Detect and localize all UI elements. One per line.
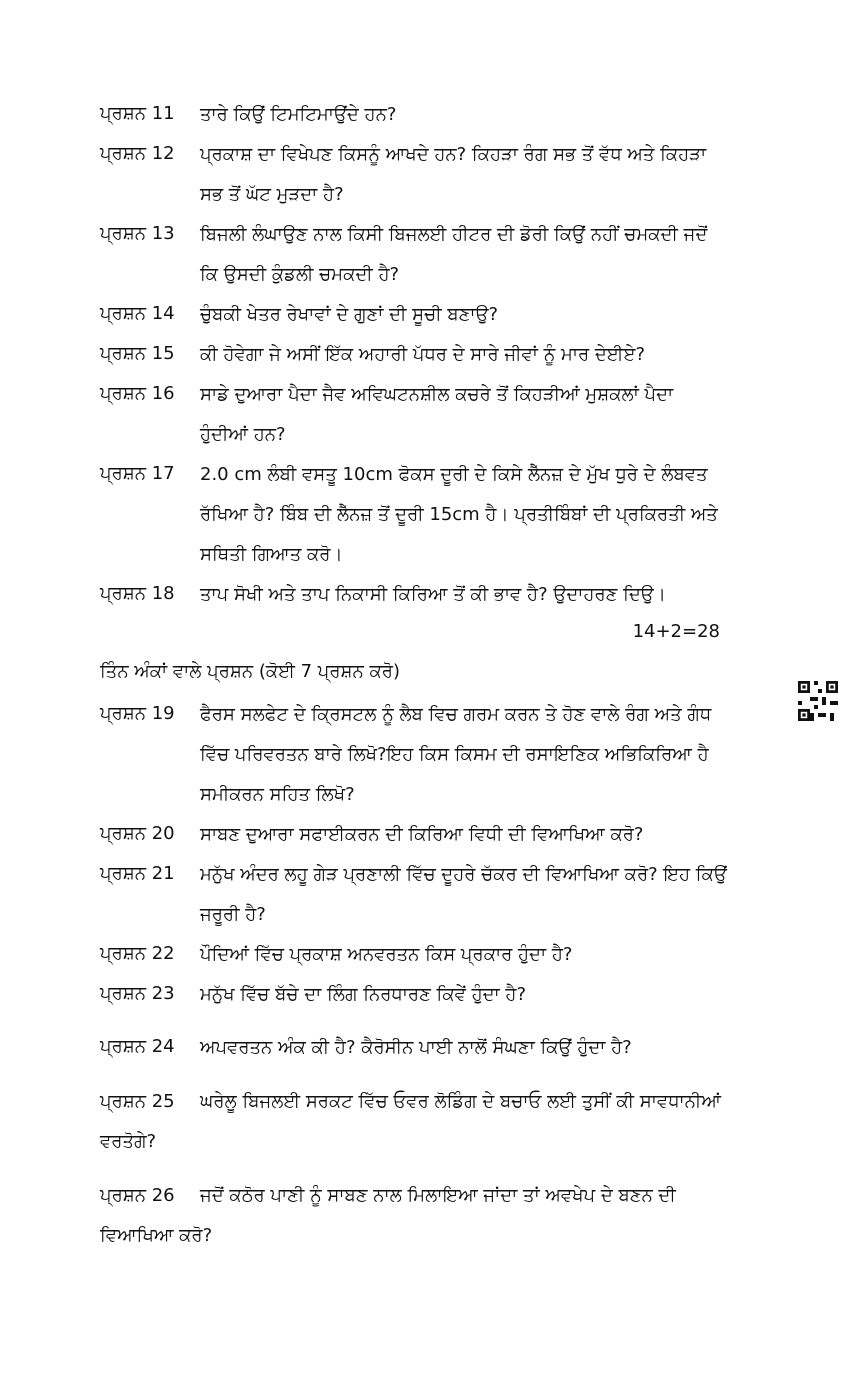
question-text-line: ਕਿ ਉਸਦੀ ਕੁੰਡਲੀ ਚਮਕਦੀ ਹੈ? (200, 264, 400, 285)
question-text-line: ਵਿੱਚ ਪਰਿਵਰਤਨ ਬਾਰੇ ਲਿਖੋ?ਇਹ ਕਿਸ ਕਿਸਮ ਦੀ ਰਸਾਇਣਿਕ ਅਭਿਕਿਰਿਆ ਹੈ (200, 744, 709, 765)
question-number: ਪ੍ਰਸ਼ਨ 15 (100, 343, 175, 364)
question-number: ਪ੍ਰਸ਼ਨ 14 (100, 303, 175, 324)
question-number: ਪ੍ਰਸ਼ਨ 19 (100, 703, 175, 724)
question-number: ਪ੍ਰਸ਼ਨ 25 (100, 1091, 175, 1112)
question-text-line: ਅਪਵਰਤਨ ਅੰਕ ਕੀ ਹੈ? ਕੈਰੋਸੀਨ ਪਾਈ ਨਾਲੋਂ ਸੰਘਣਾ ਕਿਉਂ ਹੁੰਦਾ ਹੈ? (200, 1037, 632, 1058)
question-text-line: ਸਥਿਤੀ ਗਿਆਤ ਕਰੋ। (200, 544, 343, 565)
question-text: ਘਰੇਲੂ ਬਿਜਲਈ ਸਰਕਟ ਵਿੱਚ ਓਵਰ ਲੋਡਿੰਗ ਦੇ ਬਚਾਓ ਲਈ ਤੁਸੀਂ ਕੀ ਸਾਵਧਾਨੀਆਂ ਵਰਤੋਗੇ? (100, 1091, 721, 1152)
question-text-line: ਬਿਜਲੀ ਲੰਘਾਉਣ ਨਾਲ ਕਿਸੀ ਬਿਜਲਈ ਹੀਟਰ ਦੀ ਡੋਰੀ ਕਿਉਂ ਨਹੀਂ ਚਮਕਦੀ ਜਦੋਂ (200, 224, 708, 245)
question-number: ਪ੍ਰਸ਼ਨ 24 (100, 1036, 175, 1057)
question-22 (100, 935, 752, 975)
question-text-line: ਜਰੂਰੀ ਹੈ? (200, 904, 266, 925)
question-number: ਪ੍ਰਸ਼ਨ 22 (100, 943, 175, 964)
question-number: ਪ੍ਰਸ਼ਨ 23 (100, 983, 175, 1004)
question-text: ਜਦੋਂ ਕਠੋਰ ਪਾਣੀ ਨੂੰ ਸਾਬਣ ਨਾਲ ਮਿਲਾਇਆ ਜਾਂਦਾ ਤਾਂ ਅਵਖੇਪ ਦੇ ਬਣਨ ਦੀ ਵਿਆਖਿਆ ਕਰੋ? (100, 1185, 676, 1246)
question-text-line: ਪੌਦਿਆਂ ਵਿੱਚ ਪ੍ਰਕਾਸ਼ ਅਨਵਰਤਨ ਕਿਸ ਪ੍ਰਕਾਰ ਹੁੰਦਾ ਹੈ? (200, 944, 573, 965)
question-text-line: ਰੱਖਿਆ ਹੈ? ਬਿੰਬ ਦੀ ਲੈੱਨਜ਼ ਤੋਂ ਦੂਰੀ 15cm ਹੈ। ਪ੍ਰਤੀਬਿੰਬਾਂ ਦੀ ਪ੍ਰਕਿਰਤੀ ਅਤੇ (200, 504, 718, 525)
question-text-line: ਸਮੀਕਰਨ ਸਹਿਤ ਲਿਖੋ? (200, 784, 355, 805)
question-text-line: ਹੁੰਦੀਆਂ ਹਨ? (200, 424, 286, 445)
question-text-line: ਸਾਬਣ ਦੁਆਰਾ ਸਫਾਈਕਰਨ ਦੀ ਕਿਰਿਆ ਵਿਧੀ ਦੀ ਵਿਆਖਿਆ ਕਰੋ? (200, 824, 644, 845)
question-25 (100, 1082, 752, 1162)
question-19 (100, 695, 752, 815)
question-text-line: ਕੀ ਹੋਵੇਗਾ ਜੇ ਅਸੀਂ ਇੱਕ ਅਹਾਰੀ ਪੱਧਰ ਦੇ ਸਾਰੇ ਜੀਵਾਂ ਨੂੰ ਮਾਰ ਦੇਈਏ? (200, 344, 646, 365)
question-21 (100, 855, 752, 935)
question-number: ਪ੍ਰਸ਼ਨ 13 (100, 223, 175, 244)
question-text-line: 2.0 cm ਲੰਬੀ ਵਸਤੂ 10cm ਫੋਕਸ ਦੂਰੀ ਦੇ ਕਿਸੇ ਲੈੱਨਜ਼ ਦੇ ਮੁੱਖ ਧੁਰੇ ਦੇ ਲੰਬਵਤ (200, 464, 708, 485)
question-17 (100, 455, 752, 575)
question-20 (100, 815, 752, 855)
question-24 (100, 1028, 752, 1068)
question-text-line: ਸਾਡੇ ਦੁਆਰਾ ਪੈਦਾ ਜੈਵ ਅਵਿਘਟਨਸ਼ੀਲ ਕਚਰੇ ਤੋਂ ਕਿਹੜੀਆਂ ਮੁਸ਼ਕਲਾਂ ਪੈਦਾ (200, 384, 674, 405)
question-number: ਪ੍ਰਸ਼ਨ 20 (100, 823, 175, 844)
question-text-line: ਫੈਰਸ ਸਲਫੇਟ ਦੇ ਕ੍ਰਿਸਟਲ ਨੂੰ ਲੈਬ ਵਿਚ ਗਰਮ ਕਰਨ ਤੇ ਹੋਣ ਵਾਲੇ ਰੰਗ ਅਤੇ ਗੰਧ (200, 704, 712, 725)
question-text-line: ਚੁੰਬਕੀ ਖੇਤਰ ਰੇਖਾਵਾਂ ਦੇ ਗੁਣਾਂ ਦੀ ਸੂਚੀ ਬਣਾਉ? (200, 304, 499, 325)
question-text-line: ਸਭ ਤੋਂ ਘੱਟ ਮੁੜਦਾ ਹੈ? (200, 184, 344, 205)
question-11 (100, 95, 752, 135)
question-number: ਪ੍ਰਸ਼ਨ 11 (100, 103, 175, 124)
question-text-line: ਤਾਰੇ ਕਿਉਂ ਟਿਮਟਿਮਾਉਂਦੇ ਹਨ? (200, 104, 397, 125)
question-number: ਪ੍ਰਸ਼ਨ 18 (100, 583, 175, 604)
question-text-line: ਮਨੁੱਖ ਅੰਦਰ ਲਹੂ ਗੇੜ ਪ੍ਰਣਾਲੀ ਵਿੱਚ ਦੂਹਰੇ ਚੱਕਰ ਦੀ ਵਿਆਖਿਆ ਕਰੋ? ਇਹ ਕਿਉਂ (200, 864, 727, 885)
question-15 (100, 335, 752, 375)
question-number: ਪ੍ਰਸ਼ਨ 21 (100, 863, 175, 884)
question-26 (100, 1176, 752, 1256)
question-12 (100, 135, 752, 215)
question-14 (100, 295, 752, 335)
question-18 (100, 575, 752, 615)
question-text-line: ਪ੍ਰਕਾਸ਼ ਦਾ ਵਿਖੇਪਣ ਕਿਸਨੂੰ ਆਖਦੇ ਹਨ? ਕਿਹੜਾ ਰੰਗ ਸਭ ਤੋਂ ਵੱਧ ਅਤੇ ਕਿਹੜਾ (200, 144, 707, 165)
question-number: ਪ੍ਰਸ਼ਨ 17 (100, 463, 175, 484)
question-number: ਪ੍ਰਸ਼ਨ 12 (100, 143, 175, 164)
question-text-line: ਤਾਪ ਸੋਖੀ ਅਤੇ ਤਾਪ ਨਿਕਾਸੀ ਕਿਰਿਆ ਤੋਂ ਕੀ ਭਾਵ ਹੈ? ਉਦਾਹਰਣ ਦਿਉ। (200, 584, 666, 605)
question-16 (100, 375, 752, 455)
question-text-line: ਮਨੁੱਖ ਵਿੱਚ ਬੱਚੇ ਦਾ ਲਿੰਗ ਨਿਰਧਾਰਣ ਕਿਵੇਂ ਹੁੰਦਾ ਹੈ? (200, 984, 527, 1005)
qr-code-icon (798, 681, 838, 721)
question-number: ਪ੍ਰਸ਼ਨ 26 (100, 1185, 175, 1206)
section-heading: ਤਿੰਨ ਅੰਕਾਂ ਵਾਲੇ ਪ੍ਰਸ਼ਨ (ਕੋਈ 7 ਪ੍ਰਸ਼ਨ ਕਰੋ) (100, 661, 400, 682)
marks-total: 14+2=28 (632, 621, 720, 642)
question-number: ਪ੍ਰਸ਼ਨ 16 (100, 383, 175, 404)
question-23 (100, 975, 752, 1015)
question-13 (100, 215, 752, 295)
